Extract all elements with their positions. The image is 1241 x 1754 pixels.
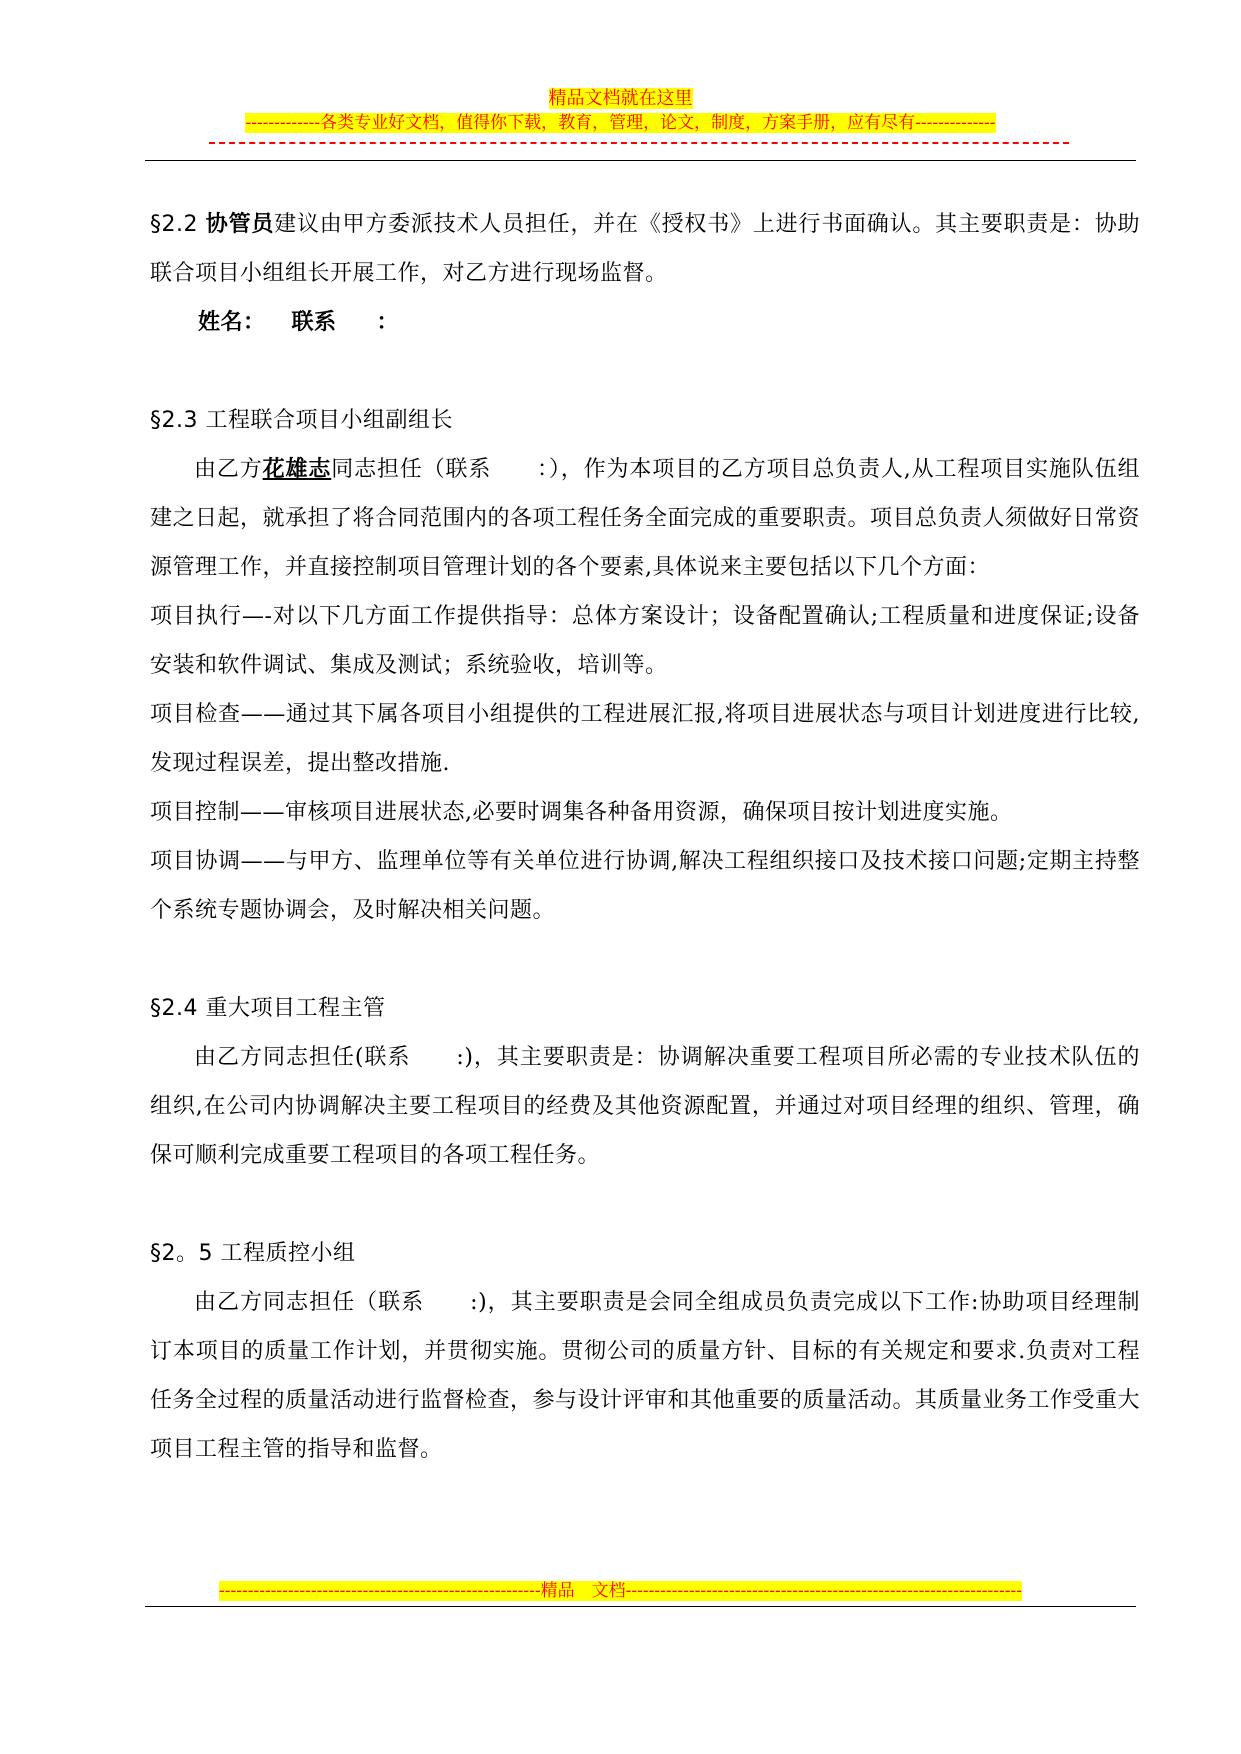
- footer-divider: [145, 1606, 1136, 1607]
- header-divider: [145, 160, 1136, 161]
- document-body: [150, 200, 1140, 1474]
- contact-colon: ：: [376, 310, 400, 335]
- section-2-3-p1-start: 由乙方: [194, 457, 263, 482]
- section-2-3-paragraph-1: [150, 445, 1140, 592]
- section-2-2-title: 协管员: [205, 212, 275, 237]
- name-contact-line: [150, 298, 1140, 347]
- section-2-4-heading: §2.4 重大项目工程主管: [150, 996, 386, 1021]
- section-2-3-heading: §2.3 工程联合项目小组副组长: [150, 408, 453, 433]
- section-2-2-paragraph: [150, 200, 1140, 298]
- header-title-text: 精品文档就在这里: [548, 88, 693, 109]
- header-dashes: [209, 142, 1069, 158]
- section-2-5-paragraph: 由乙方同志担任（联系 :)，其主要职责是会同全组成员负责完成以下工作:协助项目经理制订本项目的质量工作计划，并贯彻实施。贯彻公司的质量方针、目标的有关规定和要求.负责对工程任务全过程的质量活动进行监督检查，参与设计评审和其他重要的质量活动。其质量业务工作受重大项目工程主管的指导和监督。: [150, 1290, 1141, 1462]
- section-2-3-paragraph-2: 项目执行—-对以下几方面工作提供指导：总体方案设计；设备配置确认;工程质量和进度保证;设备安装和软件调试、集成及测试；系统验收，培训等。: [150, 604, 1140, 678]
- section-2-3-paragraph-5: 项目协调——与甲方、监理单位等有关单位进行协调,解决工程组织接口及技术接口问题;定期主持整个系统专题协调会，及时解决相关问题。: [150, 849, 1140, 923]
- name-label: 姓名：: [198, 310, 266, 335]
- section-2-3-paragraph-4: 项目控制——审核项目进展状态,必要时调集各种备用资源，确保项目按计划进度实施。: [150, 800, 1013, 825]
- header-title: [0, 88, 1241, 110]
- person-name: 花雄志: [262, 456, 332, 482]
- contact-label: 联系: [291, 310, 337, 335]
- footer-banner-text: --------------------------------------------------------精品 文档---------------------------------------------------------------------: [218, 1581, 1023, 1601]
- header-banner: [0, 112, 1241, 134]
- section-2-5-heading: §2。5 工程质控小组: [150, 1241, 356, 1266]
- section-2-2-prefix: §2.2: [150, 212, 206, 237]
- section-2-4-paragraph: 由乙方同志担任(联系 :)，其主要职责是：协调解决重要工程项目所必需的专业技术队伍的组织,在公司内协调解决主要工程项目的经费及其他资源配置，并通过对项目经理的组织、管理，确保可顺利完成重要工程项目的各项工程任务。: [150, 1045, 1140, 1168]
- footer-banner: [0, 1580, 1241, 1602]
- section-2-3-paragraph-3: 项目检查——通过其下属各项目小组提供的工程进展汇报,将项目进展状态与项目计划进度进行比较,发现过程误差，提出整改措施.: [150, 702, 1140, 776]
- section-2-3-p1-rest: 同志担任（联系 ：），作为本项目的乙方项目总负责人,从工程项目实施队伍组建之日起，就承担了将合同范围内的各项工程任务全面完成的重要职责。项目总负责人须做好日常资源管理工作，并直接控制项目管理计划的各个要素,具体说来主要包括以下几个方面：: [150, 457, 1141, 580]
- header-banner-text: -------------各类专业好文档，值得你下载，教育，管理，论文，制度，方案手册，应有尽有--------------: [245, 113, 996, 133]
- section-2-2-body: 建议由甲方委派技术人员担任，并在《授权书》上进行书面确认。其主要职责是：协助联合项目小组组长开展工作，对乙方进行现场监督。: [150, 212, 1140, 286]
